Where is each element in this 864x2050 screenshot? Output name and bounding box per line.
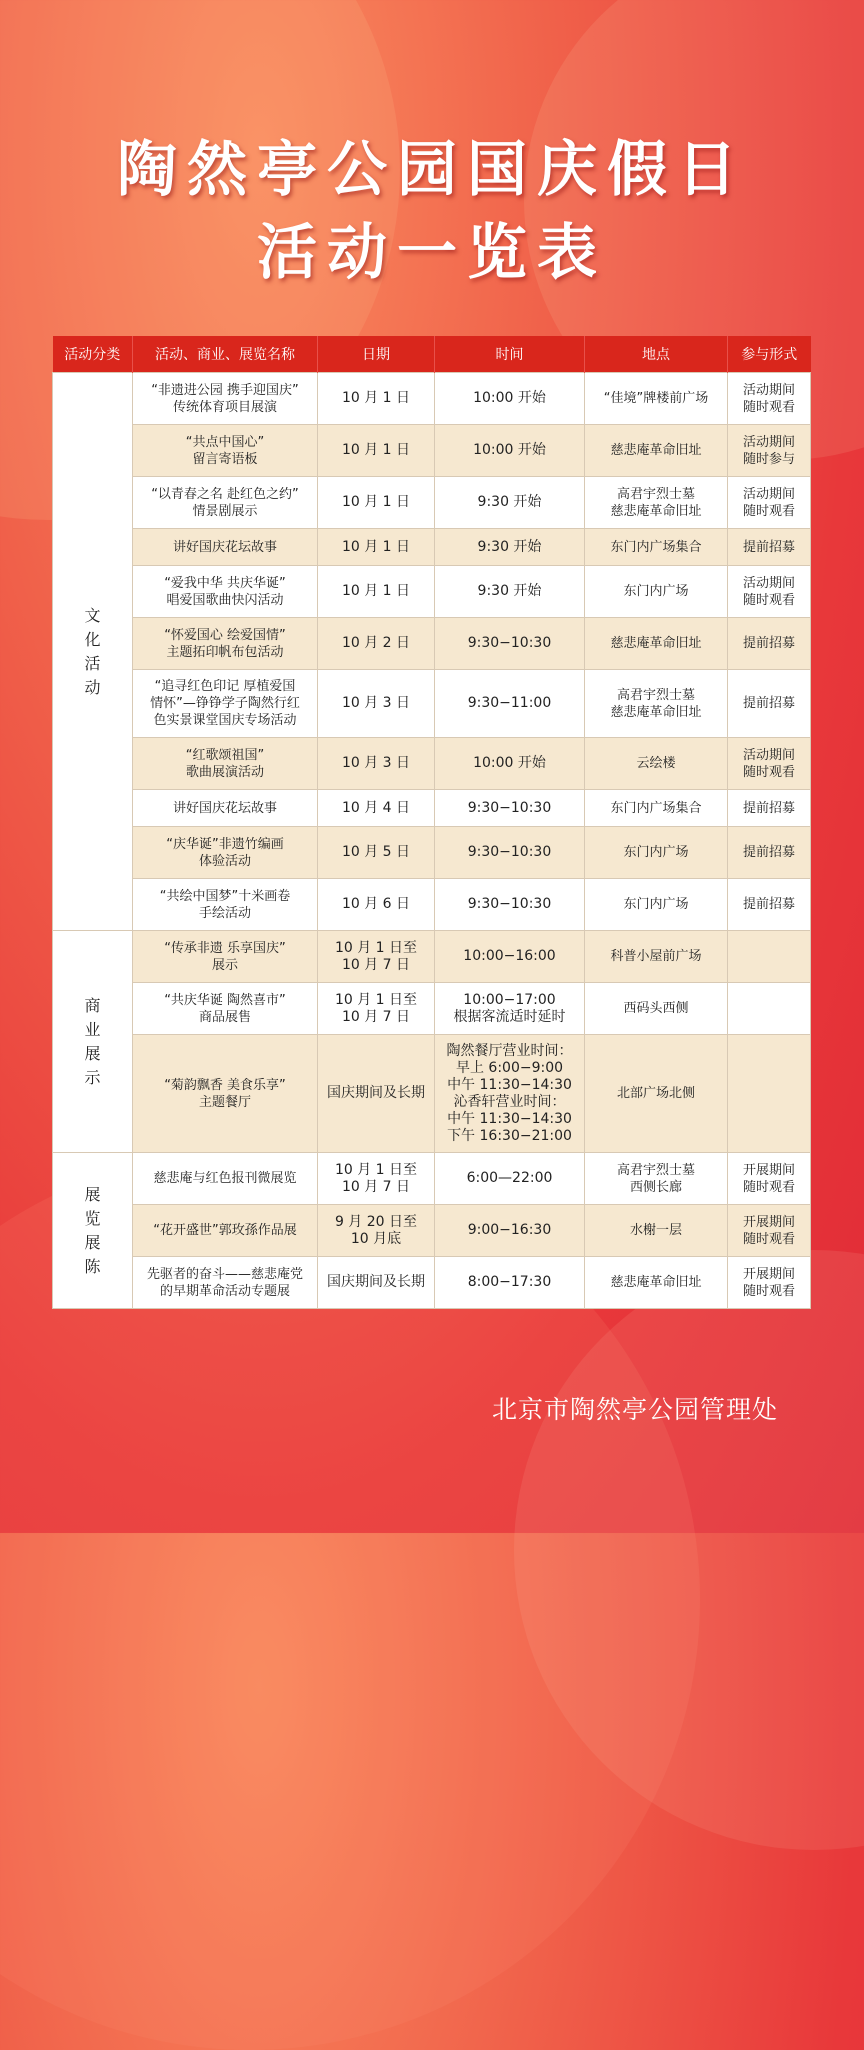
time-line: 早上 6:00−9:00 [455,1059,564,1076]
name-line: “爱我中华 共庆华诞” [164,575,286,591]
place-line: 西码头西侧 [623,1001,689,1016]
name-line: “红歌颂祖国” [185,747,265,763]
name-line: 主题餐厅 [198,1094,251,1110]
header-place: 地点 [585,336,728,373]
place-cell [585,425,728,477]
time-line: 9:30−11:00 [467,695,552,711]
time-line: 9:30−10:30 [467,799,552,816]
name-line: 情怀”—铮铮学子陶然行红 [150,696,300,711]
date-cell [318,373,435,425]
name-line: “菊韵飘香 美食乐享” [164,1077,286,1093]
name-cell [133,1153,318,1205]
table-row [53,1205,811,1257]
form-cell [728,566,811,618]
header-date: 日期 [318,336,435,373]
time-cell [435,477,585,529]
time-line: 8:00−17:30 [467,1274,552,1290]
place-cell [585,618,728,670]
category-label: 商业展示 [84,995,101,1087]
place-cell [585,529,728,566]
form-line: 随时观看 [742,1283,795,1299]
place-line: 东门内广场 [623,584,689,599]
place-cell [585,566,728,618]
name-cell [133,618,318,670]
form-cell [728,1035,811,1153]
date-line: 10 月 1 日 [341,442,411,458]
date-line: 10 月 7 日 [341,1008,411,1025]
name-line: 讲好国庆花坛故事 [172,539,277,555]
table-row [53,477,811,529]
form-line: 随时观看 [742,592,795,608]
date-line: 10 月 3 日 [341,755,411,771]
place-line: 慈悲庵革命旧址 [610,636,702,651]
header-category: 活动分类 [53,336,133,373]
time-cell [435,738,585,790]
name-cell [133,1257,318,1309]
category-label: 展览展陈 [84,1184,101,1276]
name-line: 先驱者的奋斗——慈悲庵党 [146,1266,303,1282]
name-cell [133,1035,318,1153]
date-line: 国庆期间及长期 [327,1274,425,1290]
time-cell [435,983,585,1035]
time-line: 9:30 开始 [477,583,542,599]
date-cell [318,477,435,529]
place-cell [585,373,728,425]
form-cell [728,1257,811,1309]
table-row [53,529,811,566]
form-line: 提前招募 [742,636,795,651]
date-cell [318,1035,435,1153]
place-cell [585,983,728,1035]
form-line: 提前招募 [742,845,795,860]
name-line: 商品展售 [198,1009,251,1025]
place-line: 西侧长廊 [629,1179,682,1195]
date-line: 10 月 7 日 [341,1178,411,1195]
form-line: 提前招募 [742,539,795,555]
time-line: 10:00 开始 [473,390,546,406]
name-cell [133,983,318,1035]
place-line: 云绘楼 [636,756,676,771]
name-cell [133,931,318,983]
date-line: 10 月 1 日至 [334,939,418,956]
form-line: 开展期间 [742,1266,795,1282]
form-line: 随时观看 [742,399,795,415]
table-row [53,670,811,738]
place-line: 水榭一层 [629,1223,682,1238]
name-line: “非遗进公园 携手迎国庆” [151,382,299,398]
footer-org: 北京市陶然亭公园管理处 [491,1395,778,1424]
name-line: 传统体育项目展演 [172,399,277,415]
date-cell [318,566,435,618]
table-row [53,425,811,477]
time-cell [435,827,585,879]
name-cell [133,790,318,827]
time-line: 10:00 开始 [473,755,546,771]
name-cell [133,529,318,566]
date-cell [318,790,435,827]
place-cell [585,1205,728,1257]
place-line: 慈悲庵革命旧址 [610,1275,702,1290]
date-line: 10 月 1 日至 [334,991,418,1008]
time-line: 陶然餐厅营业时间： [446,1042,573,1059]
form-cell [728,931,811,983]
name-cell [133,670,318,738]
page-title-line2: 活动一览表 [257,218,607,288]
time-cell [435,879,585,931]
date-line: 10 月 2 日 [341,635,411,651]
place-cell [585,1035,728,1153]
name-cell [133,566,318,618]
name-line: 体验活动 [198,853,251,869]
table-row [53,879,811,931]
form-line: 随时观看 [742,764,795,780]
table-row [53,373,811,425]
time-line: 9:30−10:30 [467,635,552,651]
time-line: 10:00−16:00 [463,948,556,964]
name-line: 手绘活动 [198,905,251,921]
table-row [53,790,811,827]
place-line: 慈悲庵革命旧址 [610,503,702,519]
form-line: 开展期间 [742,1162,795,1178]
header-name: 活动、商业、展览名称 [133,336,318,373]
date-line: 10 月 1 日 [341,494,411,510]
table-row [53,566,811,618]
date-cell [318,931,435,983]
name-cell [133,827,318,879]
table-row [53,1153,811,1205]
name-line: 慈悲庵与红色报刊微展览 [153,1171,297,1186]
date-cell [318,1153,435,1205]
time-line: 10:00 开始 [473,442,546,458]
time-cell [435,1257,585,1309]
place-cell [585,1257,728,1309]
name-line: “花开盛世”郭玫孫作品展 [153,1223,297,1238]
place-line: “佳境”牌楼前广场 [603,391,709,406]
time-line: 中午 11:30−14:30 [447,1110,572,1127]
date-line: 10 月 6 日 [341,896,411,912]
date-cell [318,827,435,879]
form-cell [728,983,811,1035]
place-line: 科普小屋前广场 [610,949,702,964]
time-cell [435,529,585,566]
activity-table [52,336,811,1309]
place-line: 东门内广场 [623,845,689,860]
category-label: 文化活动 [84,605,101,697]
form-line: 随时观看 [742,503,795,519]
date-line: 10 月 1 日 [341,583,411,599]
time-line: 9:30−10:30 [467,896,552,912]
form-cell [728,618,811,670]
form-line: 开展期间 [742,1214,795,1230]
time-cell [435,1205,585,1257]
place-cell [585,931,728,983]
date-cell [318,425,435,477]
date-line: 10 月底 [350,1230,402,1247]
form-line: 随时观看 [742,1231,795,1247]
time-cell [435,931,585,983]
date-cell [318,1257,435,1309]
name-line: “怀爱国心 绘爱国情” [164,627,286,643]
date-line: 10 月 7 日 [341,956,411,973]
table-row [53,1257,811,1309]
form-line: 提前招募 [742,696,795,711]
page-title-line1: 陶然亭公园国庆假日 [117,135,747,205]
form-cell [728,790,811,827]
name-line: “以青春之名 赴红色之约” [151,486,299,502]
time-line: 9:00−16:30 [467,1222,552,1238]
place-cell [585,738,728,790]
form-cell [728,1153,811,1205]
category-cell-commerce [53,931,133,1153]
form-cell [728,477,811,529]
name-line: 讲好国庆花坛故事 [172,800,277,816]
place-line: 慈悲庵革命旧址 [610,443,702,458]
table-row [53,618,811,670]
place-line: 慈悲庵革命旧址 [610,704,702,720]
date-line: 10 月 1 日 [341,390,411,406]
name-line: 情景剧展示 [192,503,258,519]
name-line: 主题拓印帆布包活动 [166,644,284,660]
date-line: 10 月 1 日至 [334,1161,418,1178]
table-row [53,827,811,879]
name-line: “共绘中国梦”十米画卷 [159,888,291,904]
form-cell [728,1205,811,1257]
name-line: 唱爱国歌曲快闪活动 [166,592,284,608]
name-line: 的早期革命活动专题展 [159,1283,290,1299]
name-line: “追寻红色印记 厚植爱国 [154,679,296,694]
time-line: 10:00−17:00 [463,991,556,1008]
name-line: “传承非遗 乐享国庆” [164,940,286,956]
table-row [53,931,811,983]
place-line: 东门内广场 [623,897,689,912]
time-cell [435,425,585,477]
date-cell [318,529,435,566]
place-cell [585,477,728,529]
name-line: “庆华诞”非遗竹编画 [166,836,284,852]
category-cell-culture [53,373,133,931]
time-line: 6:00—22:00 [466,1170,553,1186]
form-line: 提前招募 [742,800,795,816]
form-line: 活动期间 [742,575,795,591]
date-line: 10 月 5 日 [341,844,411,860]
date-cell [318,670,435,738]
time-line: 9:30 开始 [477,538,542,555]
date-cell [318,738,435,790]
time-cell [435,373,585,425]
name-line: “共点中国心” [185,434,265,450]
category-cell-exhibit [53,1153,133,1309]
table-row [53,1035,811,1153]
time-line: 9:30−10:30 [467,844,552,860]
name-cell [133,879,318,931]
date-line: 10 月 1 日 [341,538,411,555]
place-line: 高君宇烈士墓 [616,1162,695,1178]
name-cell [133,373,318,425]
header-form: 参与形式 [728,336,811,373]
name-cell [133,1205,318,1257]
time-line: 9:30 开始 [477,494,542,510]
place-line: 东门内广场集合 [610,539,702,555]
place-cell [585,670,728,738]
name-line: 留言寄语板 [192,451,258,467]
time-line: 中午 11:30−14:30 [447,1076,572,1093]
date-cell [318,879,435,931]
time-cell [435,566,585,618]
place-line: 高君宇烈士墓 [616,486,695,502]
form-cell [728,425,811,477]
name-line: “共庆华诞 陶然喜市” [164,992,286,1008]
date-line: 国庆期间及长期 [327,1085,425,1101]
time-line: 根据客流适时延时 [453,1008,566,1025]
date-cell [318,1205,435,1257]
form-line: 随时参与 [742,451,795,467]
form-cell [728,529,811,566]
table-header [53,336,811,373]
name-cell [133,738,318,790]
form-cell [728,373,811,425]
form-cell [728,827,811,879]
time-cell [435,790,585,827]
form-cell [728,738,811,790]
table-row [53,983,811,1035]
name-line: 歌曲展演活动 [185,764,264,780]
form-line: 活动期间 [742,434,795,450]
place-cell [585,1153,728,1205]
form-line: 随时观看 [742,1179,795,1195]
name-line: 展示 [211,957,238,973]
place-line: 高君宇烈士墓 [616,687,695,703]
time-line: 沁香轩营业时间： [453,1093,566,1110]
date-cell [318,983,435,1035]
name-cell [133,477,318,529]
time-cell [435,1153,585,1205]
time-line: 下午 16:30−21:00 [447,1127,572,1144]
table-row [53,738,811,790]
place-line: 东门内广场集合 [610,800,702,816]
date-line: 10 月 4 日 [341,799,411,816]
form-line: 提前招募 [742,897,795,912]
place-cell [585,827,728,879]
place-line: 北部广场北侧 [616,1086,695,1101]
date-line: 9 月 20 日至 [334,1213,418,1230]
form-line: 活动期间 [742,486,795,502]
date-line: 10 月 3 日 [341,695,411,711]
time-cell [435,618,585,670]
name-line: 色实景课堂国庆专场活动 [153,713,297,728]
form-cell [728,670,811,738]
form-cell [728,879,811,931]
place-cell [585,879,728,931]
form-line: 活动期间 [742,747,795,763]
date-cell [318,618,435,670]
name-cell [133,425,318,477]
time-cell [435,670,585,738]
form-line: 活动期间 [742,382,795,398]
time-cell [435,1035,585,1153]
place-cell [585,790,728,827]
header-time: 时间 [435,336,585,373]
